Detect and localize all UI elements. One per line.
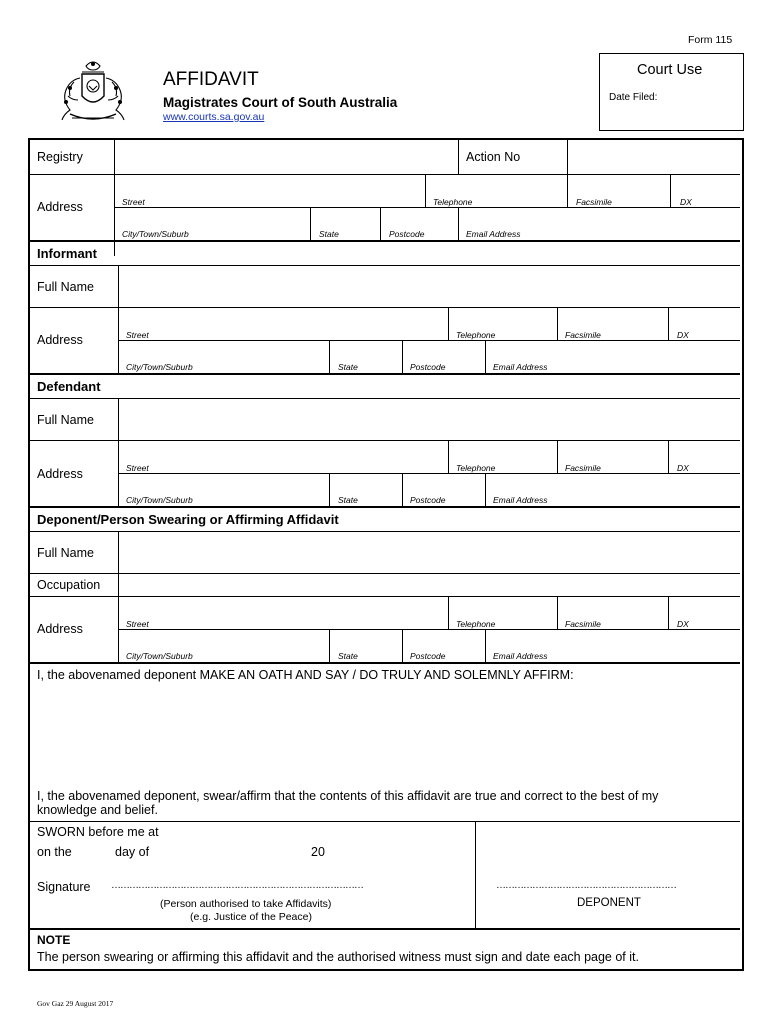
informant-full-name-label: Full Name [37, 280, 94, 294]
deponent-full-name-field[interactable] [119, 532, 739, 573]
informant-street-label: Street [126, 330, 149, 340]
facsimile-label: Facsimile [576, 197, 612, 207]
court-crest-icon [56, 56, 130, 128]
deponent-postcode-label: Postcode [410, 651, 446, 661]
registry-label: Registry [37, 150, 83, 164]
defendant-address-label: Address [37, 467, 83, 481]
postcode-label: Postcode [389, 229, 425, 239]
date-filed-label: Date Filed: [609, 92, 658, 103]
deponent-state-label: State [338, 651, 358, 661]
court-name: Magistrates Court of South Australia [163, 95, 398, 110]
justice-of-peace-caption: (e.g. Justice of the Peace) [190, 911, 312, 923]
informant-address-label: Address [37, 333, 83, 347]
witness-signature-line[interactable]: ………………………………………………………………………… [111, 880, 363, 891]
day-of-label: day of [115, 845, 150, 859]
deponent-heading: Deponent/Person Swearing or Affirming Affidavit [37, 512, 339, 527]
website-link[interactable]: www.courts.sa.gov.au [163, 111, 265, 123]
defendant-facsimile-label: Facsimile [565, 463, 601, 473]
action-no-field[interactable] [568, 140, 738, 174]
defendant-city-label: City/Town/Suburb [126, 495, 193, 505]
court-use-box [599, 53, 744, 131]
informant-postcode-label: Postcode [410, 362, 446, 372]
authorised-person-caption: (Person authorised to take Affidavits) [160, 898, 332, 910]
deponent-street-label: Street [126, 619, 149, 629]
email-label: Email Address [466, 229, 521, 239]
deponent-email-label: Email Address [493, 651, 548, 661]
deponent-caption: DEPONENT [577, 897, 641, 909]
sworn-before-label: SWORN before me at [37, 825, 159, 839]
note-heading: NOTE [37, 933, 71, 947]
defendant-postcode-label: Postcode [410, 495, 446, 505]
deponent-facsimile-label: Facsimile [565, 619, 601, 629]
deponent-dx-label: DX [677, 619, 689, 629]
page-title: AFFIDAVIT [163, 69, 259, 90]
deponent-city-label: City/Town/Suburb [126, 651, 193, 661]
informant-full-name-field[interactable] [119, 266, 739, 307]
court-use-title: Court Use [637, 62, 703, 78]
dx-label: DX [680, 197, 692, 207]
defendant-heading: Defendant [37, 379, 101, 394]
oath-closing: I, the abovenamed deponent, swear/affirm that the contents of this affidavit are true and correct to the best of my knowledge and belief. [37, 789, 659, 817]
defendant-telephone-label: Telephone [456, 463, 496, 473]
action-no-label: Action No [466, 150, 521, 164]
defendant-full-name-field[interactable] [119, 399, 739, 440]
oath-intro: I, the abovenamed deponent MAKE AN OATH AND SAY / DO TRULY AND SOLEMNLY AFFIRM: [37, 668, 574, 682]
oath-statement-field[interactable] [32, 686, 738, 786]
state-label: State [319, 229, 339, 239]
telephone-label: Telephone [433, 197, 473, 207]
deponent-telephone-label: Telephone [456, 619, 496, 629]
deponent-full-name-label: Full Name [37, 546, 94, 560]
form-number: Form 115 [688, 34, 733, 46]
occupation-field[interactable] [119, 574, 739, 596]
signature-label: Signature [37, 880, 91, 894]
informant-telephone-label: Telephone [456, 330, 496, 340]
informant-state-label: State [338, 362, 358, 372]
informant-heading: Informant [37, 246, 97, 261]
deponent-signature-line[interactable]: …………………………………………………… [496, 880, 676, 891]
year-label: 20 [311, 845, 325, 859]
informant-city-label: City/Town/Suburb [126, 362, 193, 372]
on-the-label: on the [37, 845, 72, 859]
note-text: The person swearing or affirming this affidavit and the authorised witness must sign and date each page of it. [37, 950, 639, 964]
defendant-state-label: State [338, 495, 358, 505]
deponent-address-label: Address [37, 622, 83, 636]
street-label: Street [122, 197, 145, 207]
informant-dx-label: DX [677, 330, 689, 340]
informant-facsimile-label: Facsimile [565, 330, 601, 340]
registry-field[interactable] [114, 140, 458, 174]
defendant-full-name-label: Full Name [37, 413, 94, 427]
informant-email-label: Email Address [493, 362, 548, 372]
gazette-footer: Gov Gaz 29 August 2017 [37, 999, 114, 1008]
court-address-label: Address [37, 200, 83, 214]
city-label: City/Town/Suburb [122, 229, 189, 239]
defendant-email-label: Email Address [493, 495, 548, 505]
defendant-dx-label: DX [677, 463, 689, 473]
defendant-street-label: Street [126, 463, 149, 473]
occupation-label: Occupation [37, 578, 101, 592]
